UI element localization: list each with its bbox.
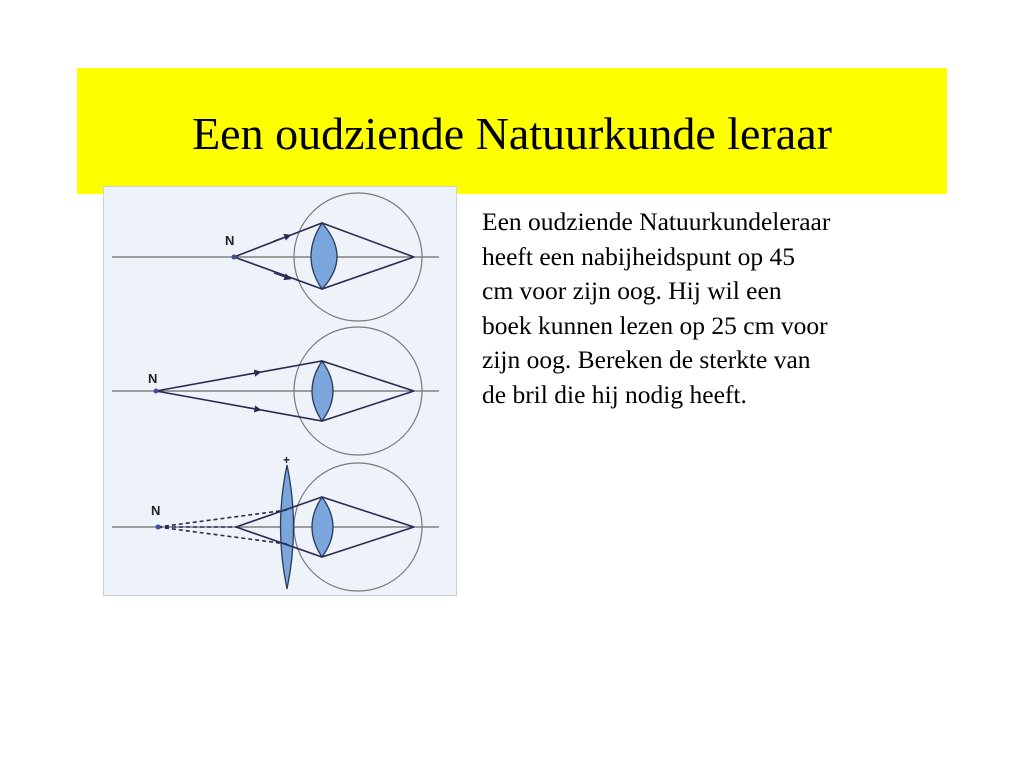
slide-title: Een oudziende Natuurkunde leraar (192, 107, 832, 159)
ray-upper (156, 361, 414, 391)
body-line: cm voor zijn oog. Hij wil een (482, 276, 782, 305)
eye-diagram-figure (103, 186, 457, 596)
point-label-n: N (148, 371, 158, 386)
body-line: boek kunnen lezen op 25 cm voor (482, 310, 828, 340)
point-label-n: N (151, 503, 161, 518)
lens-plus-sign: + (283, 453, 291, 467)
point-label-n: N (225, 233, 235, 248)
near-point-dot (154, 389, 159, 394)
virtual-ray-lower (158, 527, 287, 544)
slide-body-text (482, 205, 952, 412)
body-line: Een oudziende Natuurkundeleraar (482, 207, 831, 236)
body-line: zijn oog. Bereken de sterkte van (482, 345, 811, 374)
body-line: heeft een nabijheidspunt op 45 (482, 241, 795, 271)
converging-glasses-lens (281, 465, 294, 589)
title-banner (77, 68, 947, 194)
eye-diagram (104, 187, 456, 595)
ray-arrow (274, 236, 288, 241)
ray-lower (156, 391, 414, 421)
eye-lens (311, 223, 337, 289)
panel-3-with-glasses (112, 453, 439, 591)
panel-2-far-point (112, 327, 439, 455)
near-point-dot (156, 525, 161, 530)
eye-lens (312, 497, 333, 557)
eye-lens (312, 361, 333, 421)
body-line: de bril die hij nodig heeft. (482, 379, 747, 409)
virtual-ray-upper (158, 510, 287, 527)
near-point-dot (232, 255, 237, 260)
panel-1-near-point (112, 193, 439, 321)
